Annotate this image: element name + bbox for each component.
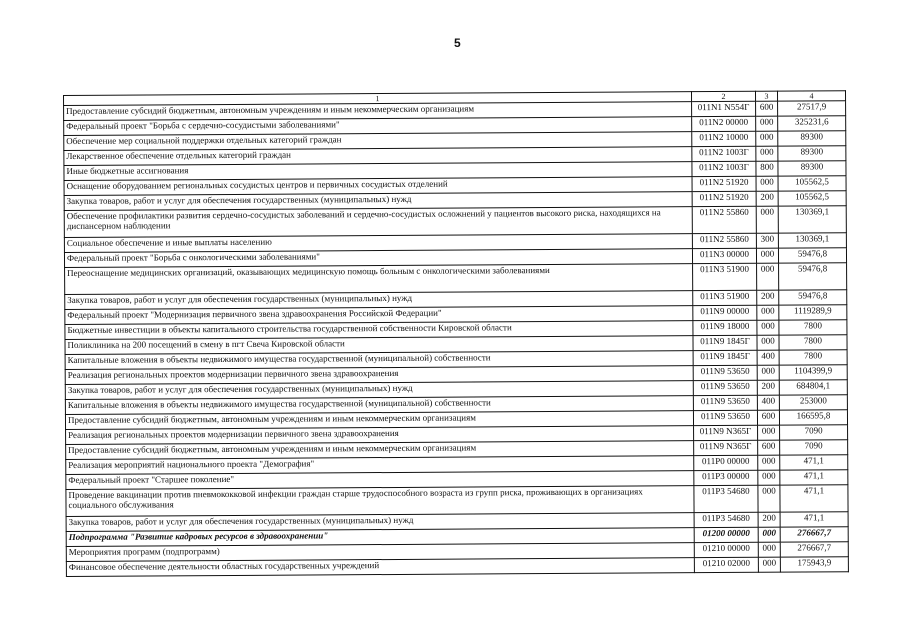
row-code-cell: 011P3 00000: [694, 470, 758, 485]
row-sum-cell: 471,1: [780, 470, 848, 485]
row-vr-cell: 000: [758, 470, 780, 485]
row-name-cell: Подпрограмма "Развитие кадровых ресурсов в здравоохранении": [66, 528, 694, 547]
row-name-cell: Проведение вакцинации против пневмококковой инфекции граждан старше трудоспособного возраста из групп риска, проживающих в организациях социального обслуживания: [66, 486, 694, 517]
row-sum-cell: 105562,5: [778, 191, 846, 206]
row-sum-cell: 89300: [778, 131, 846, 146]
row-sum-cell: 175943,9: [780, 557, 848, 572]
row-code-cell: 01210 00000: [694, 542, 758, 557]
row-vr-cell: 000: [758, 485, 780, 512]
row-code-cell: 01200 00000: [694, 527, 758, 542]
row-sum-cell: 130369,1: [778, 233, 846, 248]
row-sum-cell: 471,1: [780, 512, 848, 527]
row-name-cell: Предоставление субсидий бюджетным, автономным учреждениям и иным некоммерческим организациям: [64, 102, 692, 121]
row-name-cell: Переоснащение медицинских организаций, оказывающих медицинскую помощь больным с онкологическими заболеваниями: [65, 264, 693, 295]
row-code-cell: 011P3 54680: [694, 512, 758, 527]
row-name-cell: Обеспечение профилактики развития сердечно-сосудистых заболеваний и сердечно-сосудистых осложнений у пациентов высокого риска, находящихся на диспансерном наблюдении: [64, 207, 692, 238]
row-code-cell: 011P3 54680: [694, 485, 758, 512]
row-vr-cell: 200: [757, 290, 779, 305]
row-code-cell: 011N2 51920: [692, 191, 756, 206]
row-name-cell: Финансовое обеспечение деятельности областных государственных учреждений: [66, 558, 694, 577]
row-name-cell: Бюджетные инвестиции в объекты капитального строительства государственной собственности Кировской области: [65, 321, 693, 340]
row-sum-cell: 276667,7: [780, 542, 848, 557]
row-sum-cell: 27517,9: [778, 101, 846, 116]
row-vr-cell: 000: [757, 365, 779, 380]
row-name-cell: Реализация региональных проектов модернизации первичного звена здравоохранения: [66, 426, 694, 445]
row-code-cell: 011N2 00000: [692, 116, 756, 131]
row-code-cell: 011N9 1845Г: [693, 335, 757, 350]
row-code-cell: 011N9 53650: [693, 395, 757, 410]
row-vr-cell: 000: [758, 455, 780, 470]
row-name-cell: Капитальные вложения в объекты недвижимого имущества государственной (муниципальной) собственности: [65, 351, 693, 370]
row-vr-cell: 000: [756, 146, 778, 161]
row-name-cell: Закупка товаров, работ и услуг для обеспечения государственных (муниципальных) нужд: [65, 291, 693, 310]
row-vr-cell: 400: [757, 395, 779, 410]
row-vr-cell: 200: [757, 380, 779, 395]
row-name-cell: Закупка товаров, работ и услуг для обеспечения государственных (муниципальных) нужд: [66, 513, 694, 532]
row-sum-cell: 59476,8: [778, 248, 846, 263]
row-name-cell: Федеральный проект "Старшее поколение": [66, 471, 694, 490]
row-vr-cell: 200: [756, 191, 778, 206]
row-code-cell: 011N9 18000: [693, 320, 757, 335]
row-vr-cell: 600: [757, 410, 779, 425]
row-sum-cell: 325231,6: [778, 116, 846, 131]
row-sum-cell: 89300: [778, 161, 846, 176]
row-sum-cell: 7090: [780, 425, 848, 440]
row-code-cell: 011N2 10000: [692, 131, 756, 146]
row-sum-cell: 471,1: [780, 485, 848, 512]
row-vr-cell: 000: [756, 131, 778, 146]
row-name-cell: Поликлиника на 200 посещений в смену в пгт Свеча Кировской области: [65, 336, 693, 355]
row-code-cell: 011N1 N554Г: [692, 101, 756, 116]
page-number: 5: [454, 36, 461, 50]
row-sum-cell: 471,1: [780, 455, 848, 470]
row-vr-cell: 000: [757, 335, 779, 350]
header-col-sum: 4: [777, 91, 845, 101]
row-code-cell: 011N3 51900: [693, 263, 757, 290]
row-vr-cell: 200: [758, 512, 780, 527]
row-sum-cell: 1104399,9: [779, 365, 847, 380]
row-name-cell: Обеспечение мер социальной поддержки отдельных категорий граждан: [64, 132, 692, 151]
row-vr-cell: 000: [757, 263, 779, 290]
row-sum-cell: 1119289,9: [779, 305, 847, 320]
row-sum-cell: 89300: [778, 146, 846, 161]
row-vr-cell: 600: [756, 101, 778, 116]
row-name-cell: Социальное обеспечение и иные выплаты населению: [64, 234, 692, 253]
row-sum-cell: 7800: [779, 320, 847, 335]
row-code-cell: 011N2 51920: [692, 176, 756, 191]
row-code-cell: 011N2 1003Г: [692, 161, 756, 176]
row-code-cell: 011N9 00000: [693, 305, 757, 320]
row-vr-cell: 000: [758, 557, 780, 572]
row-vr-cell: 000: [756, 116, 778, 131]
row-sum-cell: 105562,5: [778, 176, 846, 191]
row-name-cell: Закупка товаров, работ и услуг для обеспечения государственных (муниципальных) нужд: [65, 381, 693, 400]
row-vr-cell: 300: [756, 233, 778, 248]
row-sum-cell: 130369,1: [778, 206, 846, 233]
row-vr-cell: 000: [756, 248, 778, 263]
row-code-cell: 011N2 55860: [692, 206, 756, 233]
budget-table: [63, 90, 849, 577]
row-name-cell: Капитальные вложения в объекты недвижимого имущества государственной (муниципальной) собственности: [65, 396, 693, 415]
row-name-cell: Предоставление субсидий бюджетным, автономным учреждениям и иным некоммерческим организациям: [65, 411, 693, 430]
table-body: [64, 101, 849, 577]
row-name-cell: Федеральный проект "Борьба с онкологическими заболеваниями": [64, 249, 692, 268]
row-sum-cell: 59476,8: [779, 263, 847, 290]
row-sum-cell: 276667,7: [780, 527, 848, 542]
header-col-vr: 3: [755, 91, 777, 101]
row-sum-cell: 7800: [779, 335, 847, 350]
row-code-cell: 011N9 N365Г: [694, 440, 758, 455]
row-vr-cell: 000: [757, 320, 779, 335]
header-col-name: 1: [64, 92, 692, 106]
row-vr-cell: 000: [757, 305, 779, 320]
row-sum-cell: 253000: [779, 395, 847, 410]
row-code-cell: 011N2 55860: [692, 233, 756, 248]
row-name-cell: Мероприятия программ (подпрограмм): [66, 543, 694, 562]
row-name-cell: Реализация мероприятий национального проекта "Демография": [66, 456, 694, 475]
row-name-cell: Оснащение оборудованием региональных сосудистых центров и первичных сосудистых отделений: [64, 177, 692, 196]
row-vr-cell: 000: [758, 527, 780, 542]
row-name-cell: Закупка товаров, работ и услуг для обеспечения государственных (муниципальных) нужд: [64, 192, 692, 211]
row-vr-cell: 600: [758, 440, 780, 455]
row-vr-cell: 400: [757, 350, 779, 365]
row-vr-cell: 000: [758, 425, 780, 440]
row-vr-cell: 800: [756, 161, 778, 176]
row-sum-cell: 7090: [780, 440, 848, 455]
row-vr-cell: 000: [756, 206, 778, 233]
row-code-cell: 011N3 51900: [693, 290, 757, 305]
row-name-cell: Иные бюджетные ассигнования: [64, 162, 692, 181]
row-code-cell: 011N3 00000: [692, 248, 756, 263]
row-name-cell: Лекарственное обеспечение отдельных категорий граждан: [64, 147, 692, 166]
row-name-cell: Федеральный проект "Модернизация первичного звена здравоохранения Российской Федерации": [65, 306, 693, 325]
row-sum-cell: 7800: [779, 350, 847, 365]
row-code-cell: 011N2 1003Г: [692, 146, 756, 161]
row-code-cell: 01210 02000: [694, 557, 758, 572]
row-vr-cell: 000: [756, 176, 778, 191]
row-code-cell: 011N9 N365Г: [694, 425, 758, 440]
header-col-code: 2: [691, 91, 755, 101]
row-code-cell: 011N9 53650: [693, 365, 757, 380]
row-name-cell: Предоставление субсидий бюджетным, автономным учреждениям и иным некоммерческим организациям: [66, 441, 694, 460]
row-code-cell: 011P0 00000: [694, 455, 758, 470]
row-code-cell: 011N9 53650: [693, 380, 757, 395]
row-name-cell: Федеральный проект "Борьба с сердечно-сосудистыми заболеваниями": [64, 117, 692, 136]
row-code-cell: 011N9 53650: [693, 410, 757, 425]
row-sum-cell: 59476,8: [779, 290, 847, 305]
row-sum-cell: 684804,1: [779, 380, 847, 395]
row-sum-cell: 166595,8: [779, 410, 847, 425]
row-name-cell: Реализация региональных проектов модернизации первичного звена здравоохранения: [65, 366, 693, 385]
row-vr-cell: 000: [758, 542, 780, 557]
row-code-cell: 011N9 1845Г: [693, 350, 757, 365]
